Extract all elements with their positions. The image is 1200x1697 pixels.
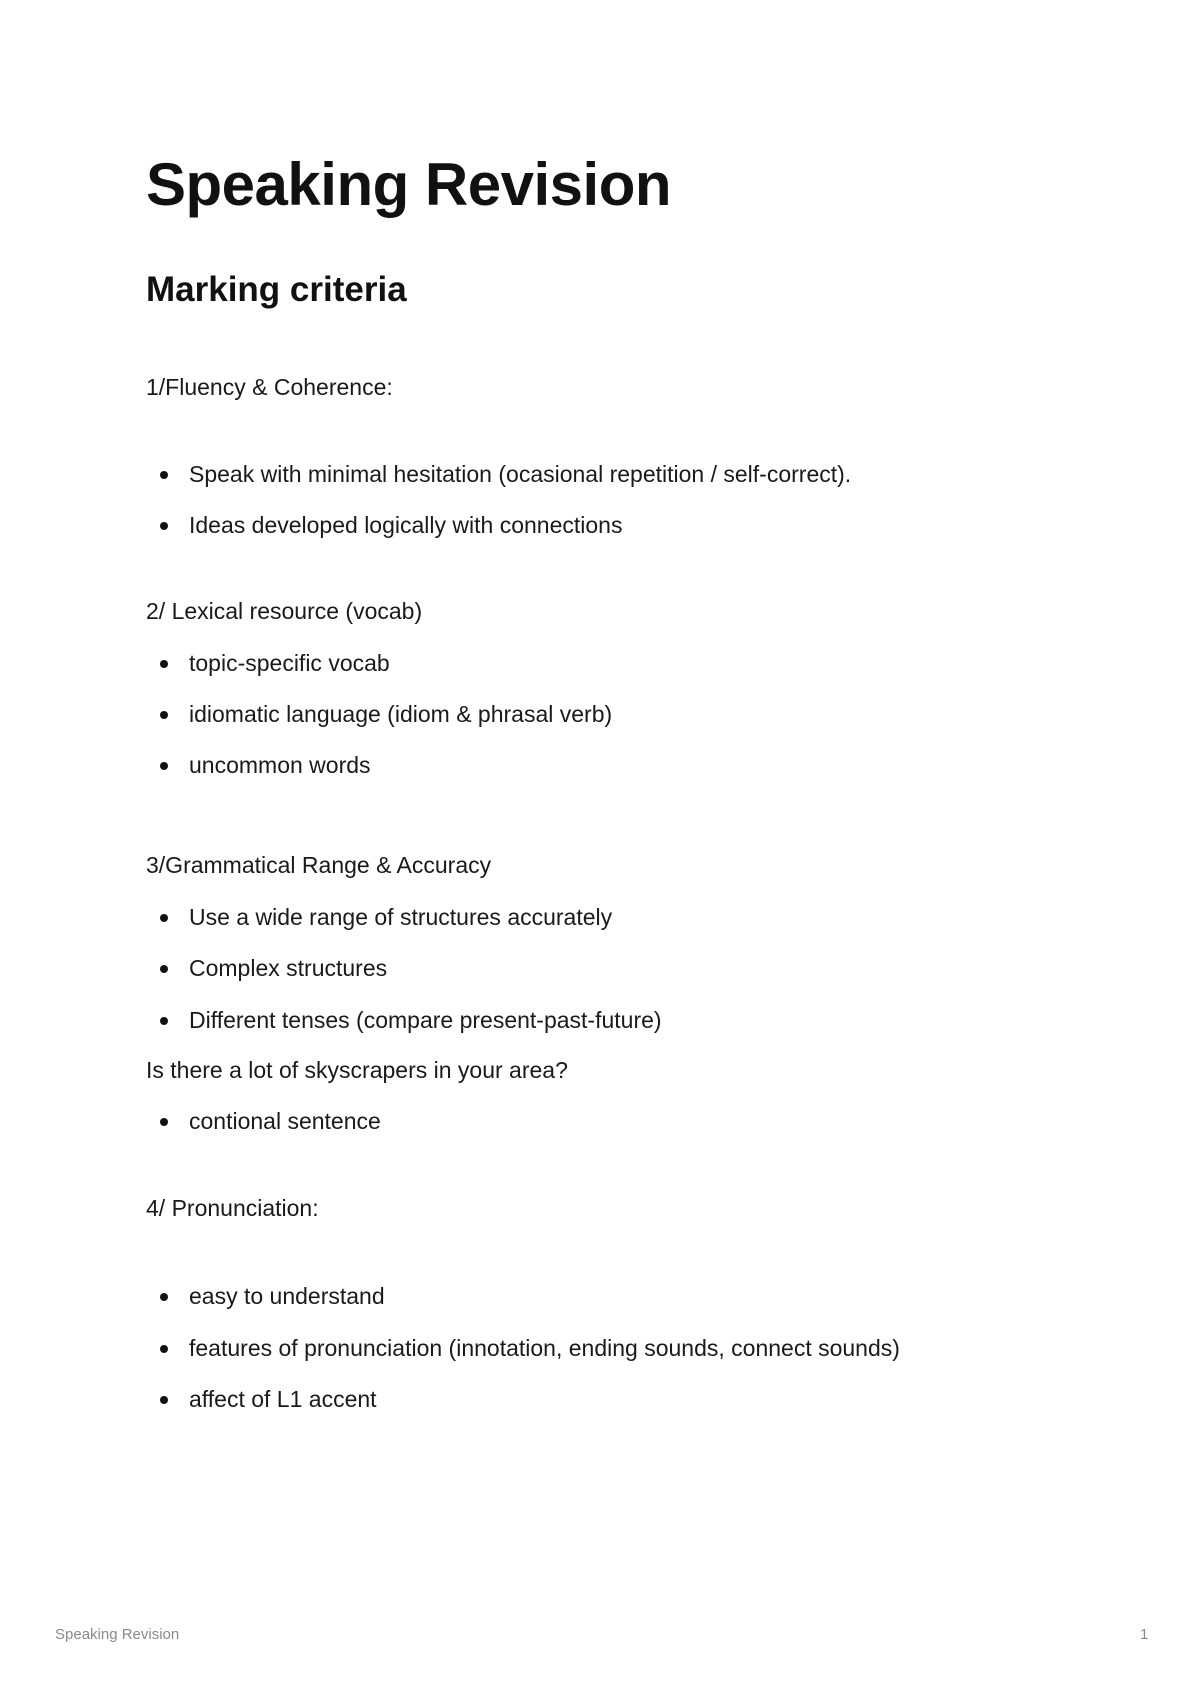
list-item-text: idiomatic language (idiom & phrasal verb) xyxy=(189,701,613,727)
list-item-text: Speak with minimal hesitation (ocasional repetition / self-correct). xyxy=(189,461,852,487)
bullet-icon xyxy=(160,965,168,973)
bullet-icon xyxy=(160,1118,168,1126)
bullet-icon xyxy=(160,660,168,668)
bullet-icon xyxy=(160,1017,168,1025)
footer-doc-name: Speaking Revision xyxy=(55,1626,180,1643)
bullet-icon xyxy=(160,471,168,479)
bullet-icon xyxy=(160,762,168,770)
bullet-icon xyxy=(160,1396,168,1404)
bullet-icon xyxy=(160,914,168,922)
list-item-text: affect of L1 accent xyxy=(189,1386,377,1412)
list-item-text: contional sentence xyxy=(189,1108,381,1134)
criterion-heading-grammar: 3/Grammatical Range & Accuracy xyxy=(146,852,492,878)
example-question: Is there a lot of skyscrapers in your area? xyxy=(146,1057,568,1083)
list-item-text: easy to understand xyxy=(189,1283,385,1309)
bullet-icon xyxy=(160,1345,168,1353)
footer-page-number: 1 xyxy=(1140,1626,1149,1643)
list-item-text: Ideas developed logically with connections xyxy=(189,512,623,538)
bullet-icon xyxy=(160,1293,168,1301)
bullet-icon xyxy=(160,711,168,719)
bullet-icon xyxy=(160,522,168,530)
criterion-heading-lexical: 2/ Lexical resource (vocab) xyxy=(146,598,423,624)
page-title: Speaking Revision xyxy=(146,151,671,218)
criterion-heading-fluency: 1/Fluency & Coherence: xyxy=(146,374,393,400)
list-item-text: topic-specific vocab xyxy=(189,650,390,676)
criterion-heading-pronunciation: 4/ Pronunciation: xyxy=(146,1195,319,1221)
section-heading: Marking criteria xyxy=(146,270,407,309)
list-item-text: Complex structures xyxy=(189,955,388,981)
list-item-text: Use a wide range of structures accurately xyxy=(189,904,613,930)
list-item-text: Different tenses (compare present-past-future) xyxy=(189,1007,662,1033)
list-item-text: features of pronunciation (innotation, ending sounds, connect sounds) xyxy=(189,1335,900,1361)
list-item-text: uncommon words xyxy=(189,752,371,778)
